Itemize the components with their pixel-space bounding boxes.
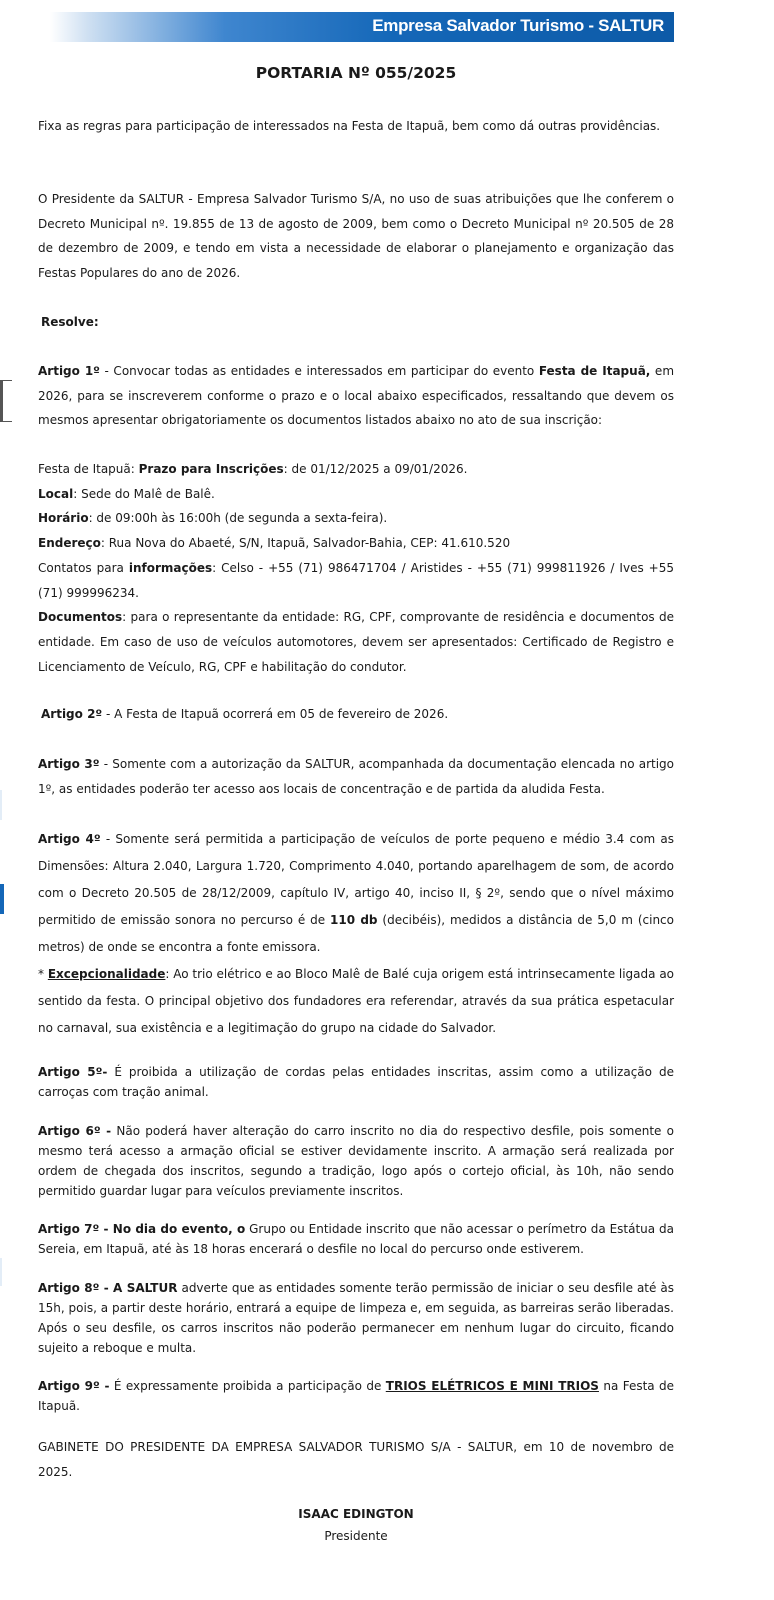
organization-name: Empresa Salvador Turismo - SALTUR xyxy=(372,16,664,35)
horario-line: Horário: de 09:00h às 16:00h (de segunda a sexta-feira). xyxy=(38,511,388,526)
endereco-line: Endereço: Rua Nova do Abaeté, S/N, Itapuã, Salvador-Bahia, CEP: 41.610.520 xyxy=(38,536,511,551)
header-banner xyxy=(50,12,674,42)
documentos-line: Documentos: para o representante da entidade: RG, CPF, comprovante de residência e documentos de entidade. Em caso de uso de veículos automotores, devem ser apresentados: Certificado de Registro e Licenciamento de Veículo, RG, CPF e habilitação do condutor. xyxy=(38,610,674,674)
artigo-6: Artigo 6º - Não poderá haver alteração do carro inscrito no dia do respectivo desfile, pois somente o mesmo terá acesso a armação oficial se estiver devidamente inscrito. A armação será realizada por ordem de chegada dos inscritos, segundo a tradição, logo após o cortejo oficial, às 10h, não sendo permitido guardar lugar para veículos previamente inscritos. xyxy=(38,1124,674,1198)
artigo-4: Artigo 4º - Somente será permitida a participação de veículos de porte pequeno e médio 3.4 com as Dimensões: Altura 2.040, Largura 1.720, Comprimento 4.040, portando aparelhagem de som, de acordo com o Decreto 20.505 de 28/12/2009, capítulo IV, artigo 40, inciso II, § 2º, sendo que o nível máximo permitido de emissão sonora no percurso é de 110 db (decibéis), medidos a distância de 5,0 m (cinco metros) de onde se encontra a fonte emissora. * Excepcionalidade: Ao trio elétrico e ao Bloco Malê de Balé cuja origem está intrinsecamente ligada ao sentido da festa. O principal objetivo dos fundadores era referendar, através da sua prática espetacular no carnaval, sua existência e a legitimação do grupo na cidade do Salvador. xyxy=(38,826,674,1042)
local-line: Local: Sede do Malê de Balê. xyxy=(38,486,215,501)
signature-role: Presidente xyxy=(324,1529,388,1543)
registration-details xyxy=(38,457,674,679)
artigo-7: Artigo 7º - No dia do evento, o Grupo ou Entidade inscrito que não acessar o perímetro da Estátua da Sereia, em Itapuã, até às 18 horas encerará o desfile no local do percurso onde estiverem. xyxy=(38,1222,675,1256)
scan-edge-mark xyxy=(0,790,2,820)
closing-paragraph: GABINETE DO PRESIDENTE DA EMPRESA SALVADOR TURISMO S/A - SALTUR, em 10 de novembro de 2025. xyxy=(38,1440,674,1479)
preamble-paragraph: O Presidente da SALTUR - Empresa Salvador Turismo S/A, no uso de suas atribuições que lhe conferem o Decreto Municipal nº. 19.855 de 13 de agosto de 2009, bem como o Decreto Municipal nº 20.505 de 28 de dezembro de 2009, e tendo em vista a necessidade de elaborar o planejamento e organização das Festas Populares do ano de 2026. xyxy=(38,192,674,281)
resolve-heading: Resolve: xyxy=(41,315,99,329)
scan-edge-mark xyxy=(0,884,4,914)
intro-paragraph: Fixa as regras para participação de interessados na Festa de Itapuã, bem como dá outras providências. xyxy=(38,119,661,133)
scan-edge-mark xyxy=(0,380,12,381)
artigo-1: Artigo 1º - Convocar todas as entidades e interessados em participar do evento Festa de Itapuã, em 2026, para se inscreverem conforme o prazo e o local abaixo especificados, ressaltando que devem os mesmos apresentar obrigatoriamente os documentos listados abaixo no ato de sua inscrição: xyxy=(38,364,675,428)
artigo-8: Artigo 8º - A SALTUR adverte que as entidades somente terão permissão de iniciar o seu desfile até às 15h, pois, a partir deste horário, entrará a equipe de limpeza e, em seguida, as barreiras serão liberadas. Após o seu desfile, os carros inscritos não poderão permanecer em nenhum lugar do circuito, ficando sujeito a reboque e multa. xyxy=(38,1281,674,1355)
artigo-2: Artigo 2º - A Festa de Itapuã ocorrerá em 05 de fevereiro de 2026. xyxy=(41,707,449,721)
signature-name: ISAAC EDINGTON xyxy=(298,1507,414,1521)
contatos-line: Contatos para informações: Celso - +55 (71) 986471704 / Aristides - +55 (71) 999811926 / Ives +55 (71) 999996234. xyxy=(38,560,674,600)
page-title: PORTARIA Nº 055/2025 xyxy=(255,64,457,82)
artigo-9: Artigo 9º - É expressamente proibida a participação de TRIOS ELÉTRICOS E MINI TRIOS na Festa de Itapuã. xyxy=(38,1379,675,1413)
excepcionalidade: * Excepcionalidade: Ao trio elétrico e ao Bloco Malê de Balé cuja origem está intrinsecamente ligada ao sentido da festa. O principal objetivo dos fundadores era referendar, através da sua prática espetacular no carnaval, sua existência e a legitimação do grupo na cidade do Salvador. xyxy=(38,967,675,1035)
prazo-line: Festa de Itapuã: Prazo para Inscrições: de 01/12/2025 a 09/01/2026. xyxy=(38,462,468,476)
scan-edge-mark xyxy=(0,421,12,422)
artigo-1-label: Artigo 1º xyxy=(38,364,100,378)
scan-edge-mark xyxy=(0,380,3,422)
artigo-5: Artigo 5º- É proibida a utilização de cordas pelas entidades inscritas, assim como a utilização de carroças com tração animal. xyxy=(38,1065,674,1099)
scan-edge-mark xyxy=(0,1258,2,1286)
artigo-3: Artigo 3º - Somente com a autorização da SALTUR, acompanhada da documentação elencada no artigo 1º, as entidades poderão ter acesso aos locais de concentração e de partida da aludida Festa. xyxy=(38,757,675,796)
